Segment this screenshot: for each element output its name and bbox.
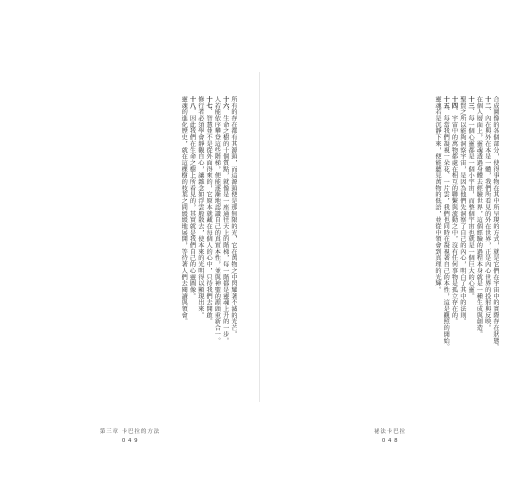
page-number: 0 4 8 [381,438,399,444]
left-page-text-block [32,96,237,396]
paragraph: 十五、每當我們凝視一朵花、一片雲，我們也同時在凝視著自己的本性，這是觀照的開始。 [442,96,450,351]
page-number: 0 4 9 [121,438,139,444]
right-page-footer [260,428,520,445]
paragraph: 靈魂的進化歷史，就在這棵樹的枝葉之間緩緩地展開，等待著人們去閱讀與領會。 [180,96,188,325]
paragraph: 合成圖像的各個部分，使得事物在其中所呈現的方式，就是它們在宇宙中的實際存在狀態。 [492,96,499,350]
paragraph: 十七、智慧並不是從外面得來的，它原本就藏在每個人的心中，只待我們去開啟。 [205,96,213,325]
paragraph: 在個人層面上，靈魂透過身體去經驗世界，這個經驗的過程本身就是一種生成與創造。 [475,96,483,338]
paragraph: 修行者必須學會靜觀自心，讓雜念如浮雲般散去，使本來的光明得以顯現出來。 [196,96,204,319]
paragraph: 人若能依序攀登這些階梯，便能逐漸地認識自己的真實本性，並與神聖的源頭重新合一。 [213,96,221,344]
running-footer-title: 第三章 卡巴拉的方法 [99,429,161,435]
paragraph: 十二、內在與外在本是一體，我們所看見的外在世界，正是內心世界的投射與反映。 [483,96,491,331]
paragraph: 聖賢之所以能夠洞察宇宙，是因為他們先洞察了自己的內心，明白了其中的法則。 [458,96,466,325]
left-page-footer [0,428,260,445]
right-page-text-block [294,96,499,396]
paragraph: 靈魂若是沉靜下來，便能聽見萬物的低語，並從中領會到真理的光輝。 [433,96,441,293]
paragraph: 十六、生命之樹的十個質點，就像是一座通往天上的階梯，每一階都是靈魂上升的一步。 [221,96,229,344]
paragraph: 所有的存在都有其源頭，而這源頭便是那無限的光，它在萬物之中閃耀著不滅的光芒。 [230,96,237,338]
paragraph: 十三、每一個心靈都是一個小宇宙，而整個宇宙也就是一個巨大的心靈。 [467,96,475,300]
right-page [260,0,520,500]
running-footer-title: 祕法卡巴拉 [374,429,406,435]
paragraph: 十八、因此我們在生命之樹上所看見的，其實就是我們自己的心靈圖像。 [188,96,196,300]
paragraph: 十四、宇宙中的萬物都處在相互的聯繫與流動之中，沒有任何事物是孤立存在的。 [450,96,458,325]
